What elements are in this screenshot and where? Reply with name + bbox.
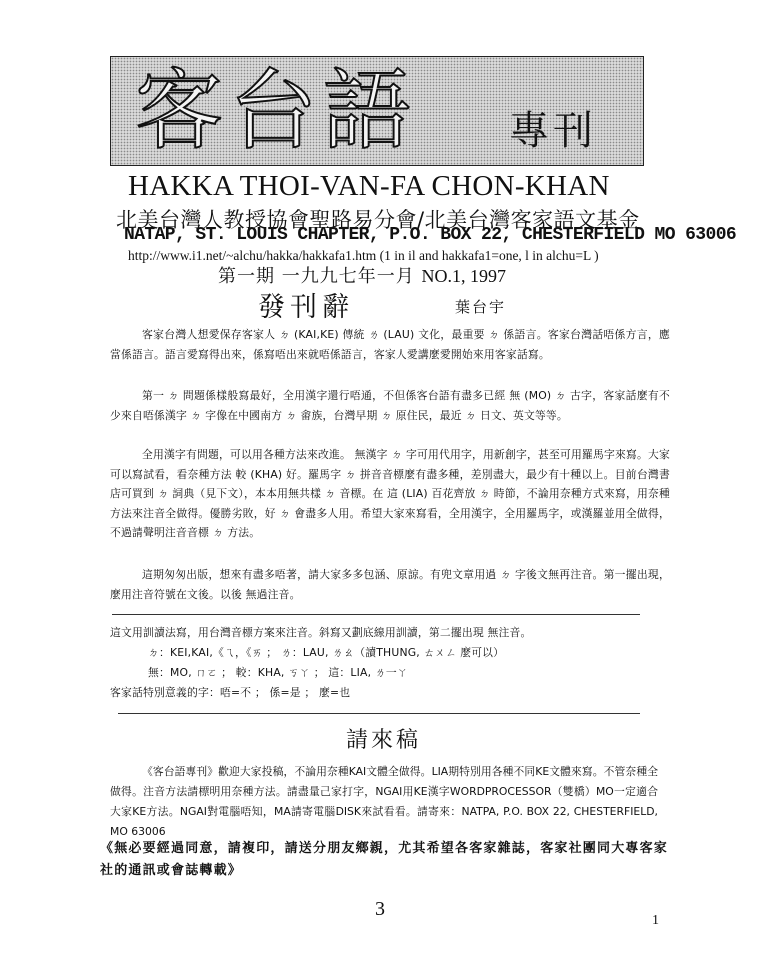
divider-top [112,614,640,615]
organization-chinese: 北美台灣人教授協會聖路易分會/北美台灣客家語文基金 [116,208,640,232]
masthead-title: 客台語 [135,59,418,162]
organization-address: NATAP, ST. LOUIS CHAPTER, P.O. BOX 22, CHESTERFIELD MO 63006 [124,225,737,245]
note-line: 無：MO, ㄇㄛ ； 較：KHA, ㄎㄚ ； 這：LIA, ㄌ一ㄚ [148,666,408,679]
page-number: 3 [375,898,385,920]
article-paragraph-2: 第一 ㄉ 問題係樣般寫最好，全用漢字還行唔通，不但係客台語有盡多已經 無 (MO) ㄉ 古字，客家話麼有不少來自唔係漢字 ㄉ 字像在中國南方 ㄉ 畬族，台灣早期 ㄉ 原住民，最近 ㄉ 日文、英文等等。 [110,389,670,422]
divider-bottom [118,713,640,714]
article-paragraph-1: 客家台灣人想愛保存客家人 ㄉ (KAI,KE) 傳統 ㄌ (LAU) 文化，最重要 ㄉ 係語言。客家台灣話唔係方言，應當係語言。語言愛寫得出來，係寫唔出來就唔係語言，客家人愛講麼愛開始來用客家話寫。 [110,328,670,361]
note-line: ㄉ：KEI,KAI,《ㄟ，《ㄞ ； ㄌ：LAU, ㄌㄠ（讀THUNG, ㄊㄨㄥ 麼可以） [148,646,505,659]
request-body: 《客台語專刊》歡迎大家投稿，不論用奈種KAI文體全做得。LIA期特別用各種不同KE文體來寫。不管奈種全做得。注音方法請標明用奈種方法。請盡量己家打字，NGAI用KE漢字WORDPROCESSOR（雙橋）MO一定適合大家KE方法。NGAI對電腦唔知，MA請寄電腦DISK來試看看。請寄來：NATPA, P.O. BOX 22, CHESTERFIELD, MO 63006 [110,765,658,838]
article-paragraph-4: 這期匆匆出版，想來有盡多唔著，請大家多多包涵、原諒。有兜文章用過 ㄉ 字後文無再注音。第一擺出現，麼用注音符號在文後。以後 無過注音。 [110,568,670,601]
issue-date: 第一期 一九九七年一月 [218,266,415,287]
author-name: 葉台宇 [455,298,507,316]
preface-title: 發刊辭 [258,292,354,323]
request-title: 請來稿 [346,728,422,753]
english-title: HAKKA THOI-VAN-FA CHON-KHAN [128,170,610,202]
masthead-subtitle: 專刊 [509,108,597,154]
note-line: 客家話特別意義的字：唔=不 ； 係=是 ； 麼=也 [110,686,351,699]
note-line: 這文用訓讀法寫，用台灣音標方案來注音。斜寫又劃底線用訓讀，第二擺出現 無注音。 [110,626,532,639]
masthead-banner [110,56,644,166]
reprint-notice: 《無必要經過同意，請複印，請送分朋友鄉親，尤其希望各客家雜誌，客家社團同大專客家社的通訊或會誌轉載》 [100,841,669,878]
issue-number: NO.1, 1997 [421,266,506,286]
article-paragraph-3: 全用漢字有問題，可以用各種方法來改進。 無漢字 ㄉ 字可用代用字，用新創字，甚至可用羅馬字來寫。大家可以寫試看，看奈種方法 較 (KHA) 好。羅馬字 ㄉ 拼音音標麼有盡多種，差別盡大，最少有十種以上。目前台灣書店可買到 ㄉ 詞典（見下文），本本用無共樣 ㄉ 音標。在 這 (LIA) 百花齊放 ㄉ 時節，不論用奈種方式來寫，用奈種方法來注音全做得。優勝劣敗，好 ㄉ 會盡多人用。希望大家來寫看，全用漢字，全用羅馬字，或漢羅並用全做得，不過請聲明注音音標 ㄉ 方法。 [110,448,670,539]
corner-number: 1 [652,913,659,928]
website-url[interactable]: http://www.i1.net/~alchu/hakka/hakkafa1.htm (1 in il and hakkafa1=one, l in alchu=L ) [128,248,599,263]
